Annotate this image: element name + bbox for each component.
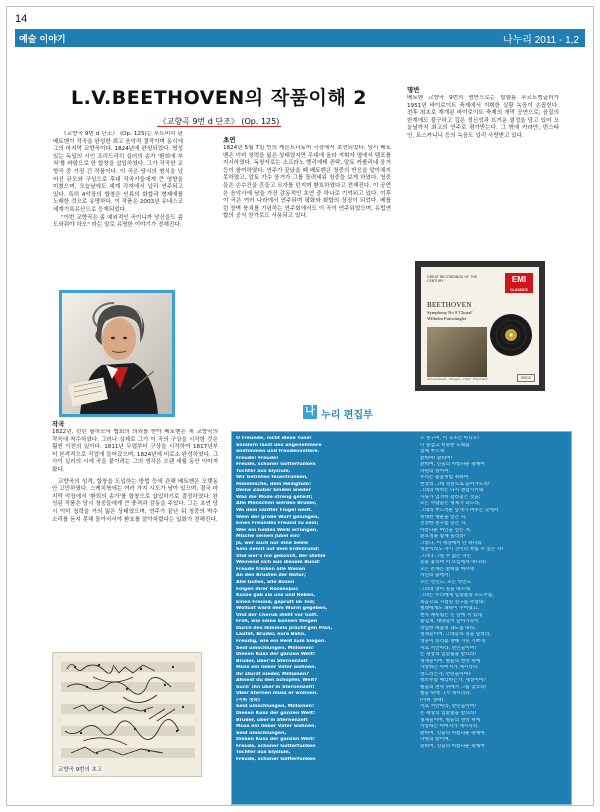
- lyric-line: Diesen Kuss der ganzen Welt!: [236, 737, 316, 743]
- issue-label: 나누리 2011 - 1,2: [502, 35, 579, 46]
- score-illustration: [53, 653, 202, 777]
- lyric-line: 죽음으로 시험된 친구를 주었네;: [420, 599, 485, 605]
- lyric-line: Was die Mode streng geteilt;: [236, 494, 313, 500]
- lyric-line: 사랑하는 아버지가 계시리라.: [420, 665, 479, 671]
- lyric-line: Alle Menschen werden Brüder,: [236, 501, 317, 507]
- lyric-line: Wo dein sanfter Flügel weilt.: [236, 508, 313, 514]
- lyric-line: An den Brüsten der Natur;: [236, 573, 306, 579]
- page-number: 14: [15, 13, 28, 25]
- score-caption: 교향곡 9번의 초고: [58, 767, 103, 773]
- lyrics-korean: [420, 436, 570, 750]
- cd-series-label: GREAT RECORDINGS OF THE CENTURY: [427, 275, 478, 284]
- lyric-line: 눈물 흘리며 이 모임에서 떠나라!: [420, 560, 487, 566]
- recording-text: [407, 95, 559, 255]
- works-text: [52, 429, 218, 647]
- lyrics-german: [236, 436, 412, 763]
- lyric-line: Laufet, Brüder, eure Bahn,: [236, 632, 306, 638]
- lyric-line: Freude, schöner Götterfunken: [236, 462, 316, 468]
- lyric-line: Ihr stürzt nieder, Millionen?: [236, 671, 309, 677]
- lyric-line: 그대의 부드러운 날개가 머무는 곳에서.: [420, 508, 500, 514]
- magazine-page: [6, 6, 594, 806]
- lyric-line: anstimmen und freudenvollere.: [236, 449, 320, 455]
- lyric-line: Alle Guten, alle Bösen: [236, 580, 295, 586]
- lyric-line: Froh, wie seine Sonnen fliegen: [236, 619, 318, 625]
- lyric-line: Tochter aus Elysium,: [236, 750, 291, 756]
- lyric-line: 그녀의 장미 길을 따르네.: [420, 586, 472, 592]
- lyrics-box: [231, 431, 572, 805]
- lyric-line: 우리는 불꽃처럼 취하여: [420, 475, 469, 481]
- lyric-line: Wem der große Wurf gelungen,: [236, 514, 320, 520]
- cd-cover-image: [415, 261, 545, 391]
- article-title-block: [59, 83, 379, 127]
- lyric-line: 별들의 천막 위에서 그를 찾으라!: [420, 684, 487, 690]
- lyric-line: 위대한 행운을 얻은 자,: [420, 514, 467, 520]
- editorial-credit-icon: 나: [303, 405, 317, 419]
- lyric-line: 더 즐겁고 희망찬 노래를: [420, 442, 470, 448]
- intro-text: [53, 131, 183, 283]
- cd-cover-face: [421, 267, 539, 385]
- premiere-heading: 초연: [223, 136, 236, 144]
- lyric-line: 엎드리는가, 만민들이여?: [420, 671, 471, 677]
- lyric-line: Sein nennt auf dem Erdenrund!: [236, 547, 320, 553]
- cd-composer: BEETHOVEN: [427, 301, 472, 309]
- lyric-line: Einen Freund, geprüft im Tod;: [236, 599, 315, 605]
- lyric-line: Wollust ward dem Wurm gegeben,: [236, 606, 328, 612]
- lyric-line: Deine Zauber binden wieder: [236, 488, 311, 494]
- lyric-line: 환희여, 신들의 아름다운 광채여: [420, 462, 485, 468]
- lyric-line: 환희여! 환희여!: [420, 455, 453, 461]
- lyric-line: Mische seinen Jubel ein!: [236, 534, 301, 540]
- lyric-line: Ahnest du den Schöpfer, Welt?: [236, 678, 318, 684]
- lyric-line: 즐겁게, 태양들이 날아가듯이: [420, 619, 479, 625]
- lyric-line: Himmlische, dein Heiligtum!: [236, 481, 311, 487]
- lyric-line: Küsse gab sie uns und Reben,: [236, 593, 316, 599]
- lyric-line: Folgen ihrer Rosenspur.: [236, 586, 299, 592]
- section-label: 예술 이야기: [19, 35, 66, 45]
- lyric-line: 형제들이여, 그대들의 길을 달려라,: [420, 632, 491, 638]
- lyric-line: 환호성을 함께 올리라!: [420, 534, 466, 540]
- editorial-credit: [303, 405, 391, 419]
- lyric-line: (이하 생략): [236, 697, 261, 703]
- lyric-line: 그녀는 우리에게 입맞춤과 포도주를,: [420, 593, 494, 599]
- emi-logo-text: EMI: [511, 275, 527, 284]
- emi-logo-sub: CLASSICS: [510, 288, 528, 292]
- cd-series-logo: GROC: [517, 374, 535, 382]
- lyric-line: 환희여, 신들의 아름다운 광채여: [420, 730, 485, 736]
- lyric-line: Freude, schöner Götterfunken: [236, 756, 316, 762]
- lyric-line: Muss ein lieber Vater wohnen.: [236, 665, 317, 671]
- section-header-band: [15, 29, 585, 47]
- lyric-line: 형제들이여, 별들의 천막 위에: [420, 658, 481, 664]
- lyric-line: 벌레에게도 쾌락이 주어졌고,: [420, 606, 479, 612]
- cd-performers: Schwarzkopf · Höngen · Hopf · Edelmann: [427, 377, 489, 381]
- lyric-line: 서로 껴안아라, 만민들이여!: [420, 704, 477, 710]
- recording-heading: 명반: [407, 86, 420, 94]
- manuscript-score-image: [52, 652, 202, 777]
- lyric-line: Und der Cherub steht vor Gott.: [236, 612, 319, 618]
- lyric-line: Seid umschlungen, Millionen!: [236, 645, 315, 651]
- lyric-line: 모든 선인도, 모든 악인도: [420, 580, 472, 586]
- recording-paragraph: 베토벤 교향곡 9번의 명반으로는 빌헬름 푸르트벵글러가 1951년 바이로이트 축제에서 지휘한 실황 녹음이 손꼽힌다. 전후 최초로 재개된 바이로이트 축제의 개막 공연으로, 음질의 한계에도 불구하고 깊은 정신성과 뜨거운 열정을 담고 있어 오늘날까지 최고의 연주로 평가받는다. 그 밖에 카라얀, 번스타인, 토스카니니 등의 녹음도 널리 사랑받고 있다.: [407, 95, 559, 139]
- lyric-line: 낙원의 딸이여,: [420, 468, 451, 474]
- lyric-line: 진정한 친구를 얻은 자,: [420, 521, 467, 527]
- lyric-line: Tochter aus Elysium,: [236, 468, 291, 474]
- lyric-line: Diesen Kuss der ganzen Welt!: [236, 710, 316, 716]
- lyric-line: 오 친구여, 이 곡조는 아니오!: [420, 436, 480, 441]
- lyric-line: 온 세상의 입맞춤을 받으라!: [420, 652, 477, 658]
- premiere-paragraph: 1824년 5월 7일 빈의 케른트너토어 극장에서 초연되었다. 당시 베토벤은 이미 청력을 잃은 상태였지만 무대에 올라 지휘자 옆에서 템포를 지시하였다. 독창자로는 소프라노 헨리에테 존탁, 알토 카롤리네 웅거 등이 참여하였다. 연주가 끝났을 때 베토벤은 청중의 반응을 알아채지 못하였고, 알토 가수 웅거가 그를 돌려세워 청중을 보게 하였다. 청중들은 손수건을 흔들고 모자를 던지며 환호하였다고 전해진다. 이 공연은 음악사에 남을 가장 감동적인 초연 중 하나로 기억되고 있다. 이후 이 곡은 여러 나라에서 연주되며 평화와 화합의 상징이 되었다. 베를린 장벽 붕괴를 기념하는 연주회에서도 이 곡이 연주되었으며, 유럽연합의 공식 찬가로도 사용되고 있다.: [223, 145, 391, 220]
- cd-conductor: Wilhelm Furtwängler: [427, 316, 467, 321]
- lyric-line: 장엄한 하늘의 궤도를 따라,: [420, 625, 476, 631]
- lyric-line: Brüder, über'm Sternenzelt: [236, 717, 308, 723]
- lyric-line: O Freunde, nicht diese Töne!: [236, 436, 312, 441]
- cd-photo: [427, 327, 487, 377]
- intro-paragraph: "이번 교향곡은 좀 예외적인 곡이니까 당신들도 좀 도와줘야 하오" 라는 말로 유명한 이야기가 전해진다.: [53, 214, 183, 229]
- lyric-line: 천사 케루빔은 신 앞에 서 있네.: [420, 612, 484, 618]
- lyric-line: 시류가 엄격히 갈라놓은 것을;: [420, 494, 481, 500]
- lyric-line: 아름다운 여인을 얻은 자,: [420, 527, 472, 533]
- article-subtitle: [59, 116, 379, 127]
- works-heading: 작곡: [52, 420, 65, 428]
- cd-work: Symphony No.9 'Choral': [427, 310, 473, 315]
- lyric-line: Weinend sich aus diesem Bund!: [236, 560, 321, 566]
- works-paragraph: 1822년, 런던 필하모닉 협회의 의뢰를 받아 베토벤은 새 교향곡의 작곡에 착수하였다. 그러나 실제로 그가 이 곡의 구상을 시작한 것은 훨씬 이전의 일이다. 1811년 무렵부터 구상을 시작하여 1817년부터 본격적으로 작업에 들어갔으며, 1824년에 비로소 완성하였다. 그 사이 실러의 시에 곡을 붙이려는 그의 생각은 오랜 세월 동안 이어져 왔다.: [52, 429, 218, 473]
- lyric-line: 별들 위에 그가 계시리라.: [420, 691, 472, 697]
- lyric-line: Und wer's nie gekonnt, der stehle: [236, 553, 326, 559]
- lyric-line: Ja, wer auch nur eine Seele: [236, 540, 309, 546]
- lyric-line: 그대의 마력은 다시 결합시키네: [420, 488, 484, 494]
- lyric-line: 환희여, 신들의 아름다운 광채여: [420, 743, 485, 749]
- article-title: L.V.BEETHOVEN의 작품이해 2: [70, 87, 368, 109]
- lyric-line: 사랑하는 아버지가 계시리라.: [420, 724, 479, 730]
- lyric-line: Diesen Kuss der ganzen Welt!: [236, 652, 316, 658]
- lyric-line: 모든 존재는 환희를 마시네: [420, 566, 475, 572]
- lyric-line: 온 세상의 입맞춤을 받으라!: [420, 710, 477, 716]
- lyric-line: 그러나 그럴 수 없는 자는: [420, 553, 472, 559]
- lyric-line: Brüder, über'm Sternenzelt: [236, 658, 308, 664]
- lyric-line: Eines Freundes Freund zu sein;: [236, 521, 319, 527]
- lyric-line: 영혼이라도 자기 것이라 부를 수 있는 자!: [420, 547, 504, 553]
- works-paragraph: 교향곡의 성격, 합창을 도입하는 방법 등에 관해 베토벤은 오랫동안 고민하였다. 스케치북에는 여러 가지 시도가 남아 있으며, 결국 마지막 악장에서 '환희의 송가'를 합창으로 삽입하기로 결정하였다. 완성된 작품은 당시 청중들에게 큰 충격과 감동을 주었다. 그는 초연 당시 이미 청력을 거의 잃은 상태였으며, 연주가 끝난 뒤 청중의 박수 소리를 듣지 못해 돌아서서야 환호를 알아차렸다는 일화가 전해진다.: [52, 478, 218, 523]
- lyric-line: Freude! Freude!: [236, 455, 279, 461]
- article-subtitle-text: 《교향곡 9번 d 단조》 (Op. 125): [158, 117, 280, 126]
- lyric-line: Freude, schöner Götterfunken: [236, 743, 316, 749]
- lyric-line: 형제들이여, 별들의 천막 위에: [420, 717, 481, 723]
- lyric-line: 창조주를 예감하는가, 세상이여?: [420, 678, 486, 684]
- cd-disc-icon: [489, 313, 533, 357]
- lyric-line: 자연의 품에서;: [420, 573, 451, 579]
- lyric-line: Wer ein holdes Weib errungen,: [236, 527, 318, 533]
- lyric-line: Durch des Himmels prächt'gen Plan,: [236, 625, 333, 631]
- lyric-line: 천상의 그대 성전으로 들어가노라!: [420, 481, 490, 487]
- lyric-line: Seid umschlungen,: [236, 730, 287, 736]
- lyric-line: (이하 생략): [420, 697, 444, 703]
- lyric-line: 함께 부르세.: [420, 449, 446, 455]
- lyric-line: 서로 껴안아라, 만민들이여!: [420, 645, 477, 651]
- lyric-line: 낙원의 딸이여,: [420, 737, 451, 743]
- portrait-illustration: [62, 293, 172, 414]
- lyric-line: Muss ein lieber Vater wohnen.: [236, 724, 317, 730]
- premiere-text: [223, 145, 391, 397]
- intro-paragraph: 《교향곡 9번 d 단조》 (Op. 125)는 루트비히 판 베토벤이 작곡을 완성한 최고 음악적 결작이며 동시에 그의 마지막 교향곡이다. 1824년에 완성되었다. 명성있는 독일의 시인 프리드리히 실러의 송가 '환희에 부쳐'를 바탕으로 한 합창을 삽입하였다. 그가 작곡한 교향곡 중 가장 긴 작품이다. 이 곡은 당시의 형식을 넘어선 규모와 구성으로 후대 작곡가들에게 큰 영향을 미쳤으며, 오늘날에도 세계 각지에서 널리 연주되고 있다. 특히 4악장의 합창은 인류의 화합과 형제애를 노래한 것으로 유명하다. 이 작품은 2003년 유네스코 세계기록유산으로 등재되었다.: [53, 131, 183, 213]
- lyric-line: Such' ihn über'm Sternenzelt!: [236, 684, 315, 690]
- beethoven-portrait: [59, 290, 175, 417]
- lyric-line: Wir betreten feuertrunken,: [236, 475, 308, 481]
- lyric-line: Seid umschlungen, Millionen!: [236, 704, 315, 710]
- lyric-line: Freude trinken alle Wesen: [236, 566, 306, 572]
- emi-logo: [505, 273, 533, 293]
- lyric-line: 그렇다, 이 세상에서 단 하나의: [420, 540, 482, 546]
- lyric-line: Freudig, wie ein Held zum Siegen.: [236, 638, 327, 644]
- lyric-line: Sondern lasst uns angenehmere: [236, 442, 322, 448]
- lyric-line: 영웅이 승리를 향해 가듯 기쁘게.: [420, 638, 487, 644]
- editorial-credit-label: 누리 편집부: [321, 410, 373, 421]
- lyric-line: Über Sternen muss er wohnen.: [236, 691, 318, 697]
- lyric-line: 모든 사람들은 형제가 되노라,: [420, 501, 481, 507]
